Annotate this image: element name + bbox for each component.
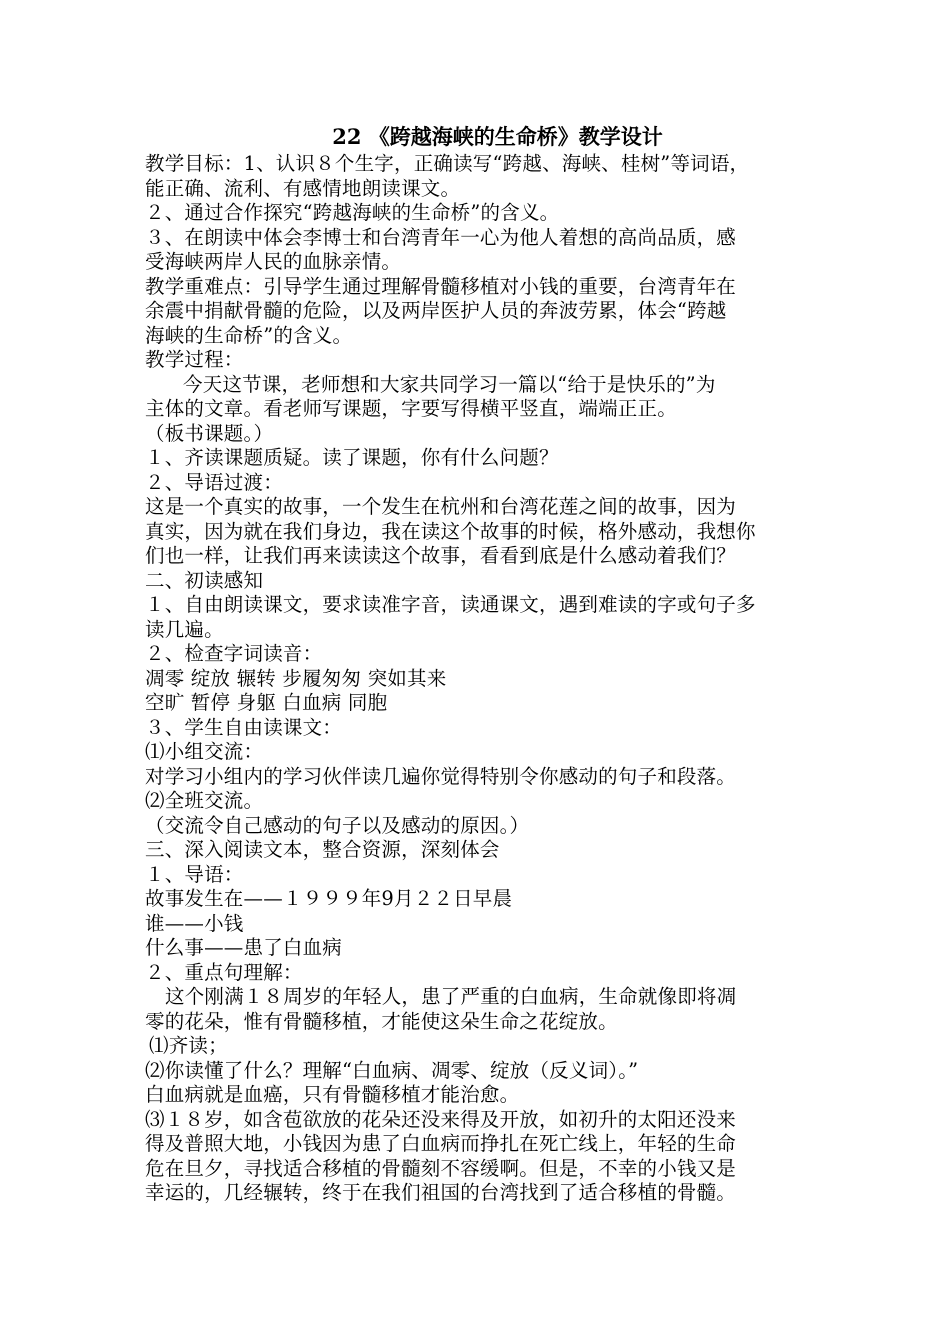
text-line: 三、深入阅读文本，整合资源，深刻体会: [145, 838, 500, 861]
text-line: ２、重点句理解：: [145, 960, 303, 984]
text-line: ２、导语过渡：: [145, 470, 283, 494]
text-line: 二、初读感知: [145, 568, 264, 592]
text-line: 海峡的生命桥”的含义。: [145, 323, 353, 347]
text-line: 们也一样，让我们再来读读这个故事，看看到底是什么感动着我们？: [145, 544, 737, 567]
text-line: 这是一个真实的故事，一个发生在杭州和台湾花莲之间的故事，因为: [145, 495, 737, 518]
text-line: 谁——小钱: [145, 911, 244, 935]
text-line: ⑴齐读；: [149, 1034, 228, 1057]
text-line: ⑶１８岁，如含苞欲放的花朵还没来得及开放，如初升的太阳还没来: [145, 1107, 737, 1131]
text-line: 读几遍。: [145, 617, 224, 641]
text-line: 幸运的，几经辗转，终于在我们祖国的台湾找到了适合移植的骨髓。: [145, 1181, 737, 1204]
text-line: ２、通过合作探究“跨越海峡的生命桥”的含义。: [145, 201, 560, 224]
text-line: １、导语：: [145, 862, 244, 886]
text-line: 主体的文章。看老师写课题，字要写得横平竖直，端端正正。: [145, 397, 677, 420]
text-line: １、自由朗读课文，要求读准字音，读通课文，遇到难读的字或句子多: [145, 593, 756, 616]
text-line: 这个刚满１８周岁的年轻人，患了严重的白血病，生命就像即将凋: [165, 985, 737, 1008]
text-line: 教学目标：1、认识８个生字，正确读写“跨越、海峡、桂树”等词语，: [145, 152, 750, 175]
text-line: ３、在朗读中体会李博士和台湾青年一心为他人着想的高尚品质，感: [145, 225, 737, 249]
text-line: ３、学生自由读课文：: [145, 715, 343, 739]
text-line: 得及普照大地，小钱因为患了白血病而挣扎在死亡线上，年轻的生命: [145, 1132, 737, 1155]
text-line: ⑵全班交流。: [145, 789, 264, 812]
text-line: 教学重难点：引导学生通过理解骨髓移植对小钱的重要，台湾青年在: [145, 274, 737, 298]
text-line: 故事发生在——１９９９年9月２２日早晨: [145, 887, 513, 910]
text-line: ２、检查字词读音：: [145, 642, 323, 665]
text-line: 今天这节课，老师想和大家共同学习一篇以“给于是快乐的”为: [183, 372, 716, 396]
text-line: 零的花朵，惟有骨髓移植，才能使这朵生命之花绽放。: [145, 1009, 618, 1033]
text-line: １、齐读课题质疑。读了课题，你有什么问题？: [145, 446, 559, 469]
text-line: 什么事——患了白血病: [145, 936, 343, 959]
text-line: 危在旦夕，寻找适合移植的骨髓刻不容缓啊。但是，不幸的小钱又是: [145, 1156, 737, 1180]
text-line: 白血病就是血癌，只有骨髓移植才能治愈。: [145, 1083, 520, 1106]
text-line: 教学过程：: [145, 348, 244, 371]
document-page: [145, 122, 810, 1206]
text-line: 余震中捐献骨髓的危险，以及两岸医护人员的奔波劳累，体会“跨越: [145, 299, 727, 322]
text-line: 凋零 绽放 辗转 步履匆匆 突如其来: [145, 666, 447, 690]
text-line: ⑴小组交流：: [145, 740, 264, 763]
text-line: （交流令自己感动的句子以及感动的原因。）: [145, 813, 530, 837]
text-line: 真实，因为就在我们身边，我在读这个故事的时候，格外感动，我想你: [145, 519, 756, 543]
text-line: 能正确、流利、有感情地朗读课文。: [145, 176, 461, 200]
text-line: （板书课题。）: [145, 421, 274, 445]
text-line: 对学习小组内的学习伙伴读几遍你觉得特别令你感动的句子和段落。: [145, 764, 737, 788]
text-line: 空旷 暂停 身躯 白血病 同胞: [145, 691, 388, 714]
text-line: ⑵你读懂了什么？理解“白血病、凋零、绽放（反义词）。”: [145, 1058, 639, 1082]
document-title: 22 《跨越海峡的生命桥》教学设计: [332, 124, 663, 149]
text-line: 受海峡两岸人民的血脉亲情。: [145, 250, 402, 273]
